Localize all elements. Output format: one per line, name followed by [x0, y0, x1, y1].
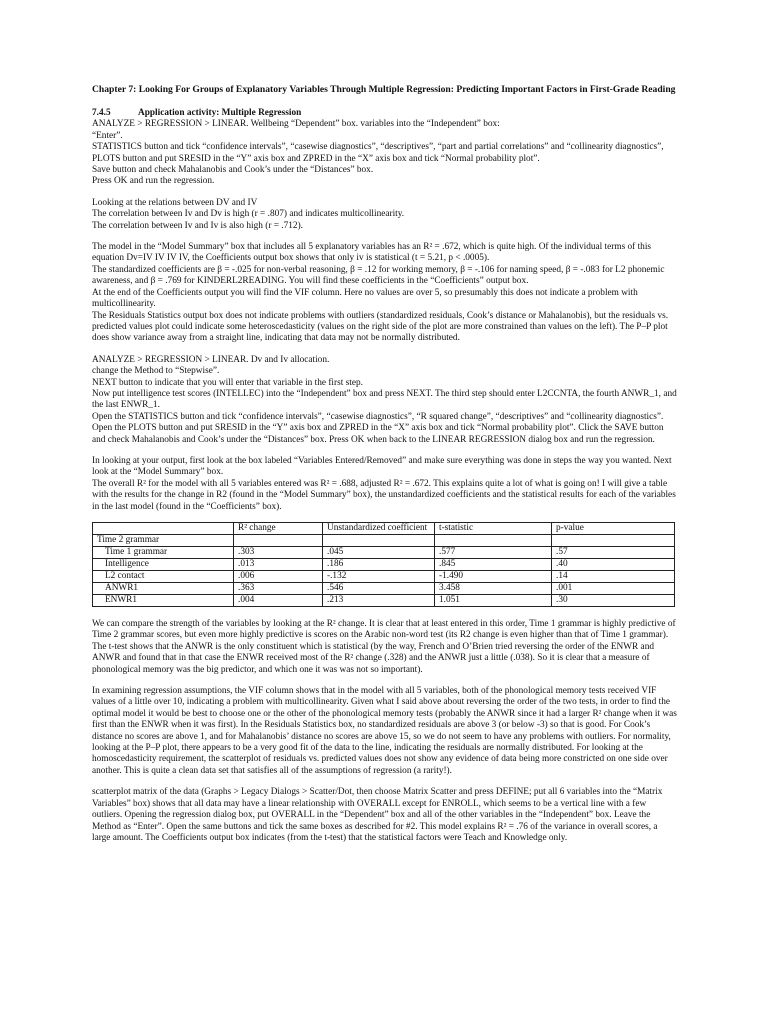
table-cell: .14 [552, 571, 675, 583]
paragraph: The standardized coefficients are β = -.025 for non-verbal reasoning, β = .12 for working memory, β = -.106 for naming speed, β = -.083 for L2 phonemic awareness, and β = .769 for KINDERL2READING. You will find these coefficients in the “Coefficients” output box. [92, 264, 665, 287]
paragraph: Save button and check Mahalanobis and Cook’s under the “Distances” box. [92, 165, 374, 176]
table-cell: .013 [234, 559, 323, 571]
table-cell [435, 535, 552, 547]
paragraph: Now put intelligence test scores (INTELLEC) into the “Independent” box and press NEXT. The third step should enter L2CCNTA, the fourth ANWR_1, and the last ENWR_1. [92, 388, 677, 411]
paragraph: “Enter”. [92, 130, 123, 141]
table-cell [323, 535, 435, 547]
table-cell: .30 [552, 595, 675, 607]
table-row [93, 559, 675, 571]
paragraph: Open the STATISTICS button and tick “confidence intervals”, “casewise diagnostics”, “R squared change”, “descriptives” and “collinearity diagnostics”. Open the PLOTS button and put SRESID in the “Y” axis box and ZPRED in the “X” axis box and tick “Normal probability plot”. Click the SAVE button and check Mahalanobis and Cook’s under the “Distances” box. Press OK when back to the LINEAR REGRESSION dialog box and run the regression. [92, 411, 664, 445]
paragraph: The Residuals Statistics output box does not indicate problems with outliers (standardized residuals, Cook’s distance or Mahalanobis), but the residuals vs. predicted values plot could indicate some heteroscedasticity (values on the right side of the plot are more constrained than values on the left). The P–P plot does show variance away from a straight line, indicating that data may not be normally distributed. [92, 310, 669, 344]
table-row-label: ENWR1 [93, 595, 234, 607]
paragraph: ANALYZE > REGRESSION > LINEAR. Dv and Iv allocation. [92, 354, 330, 365]
paragraph: We can compare the strength of the variables by looking at the R² change. It is clear that at least entered in this order, Time 1 grammar is highly predictive of Time 2 grammar scores, but even more highly predictive is scores on the Arabic non-word test (its R2 change is even higher than that of Time 1 grammar). The t-test shows that the ANWR is the only constituent which is statistical (by the way, French and O’Brien tried reversing the order of the ENWR and ANWR and found that in that case the ENWR received most of the R² change (.328) and the ANWR just a little (.038). So it is clear that a measure of phonological memory was the big predictor, and which one it was was not so important). [92, 619, 676, 675]
table-cell: -.132 [323, 571, 435, 583]
table-cell: -1.490 [435, 571, 552, 583]
paragraph: Looking at the relations between DV and IV [92, 197, 258, 208]
table-cell: .40 [552, 559, 675, 571]
table-row [93, 535, 675, 547]
table-cell: .186 [323, 559, 435, 571]
table-cell: .845 [435, 559, 552, 571]
paragraph: In examining regression assumptions, the VIF column shows that in the model with all 5 variables, both of the phonological memory tests received VIF values of a little over 10, indicating a problem with multicollinearity. Given what I said above about reversing the order of the two tests, in order to find the optimal model it would be best to choose one or the other of the phonological memory tests (probably the ANWR since it had a larger R² change when it was first than the ENWR when it was first). In the Residuals Statistics box, no standardized residuals are above 3 (or below -3) so that is good. For Cook’s distance no scores are above 1, and for Mahalanobis’ distance no scores are above 15, so we do not seem to have any problems with outliers. For normality, looking at the P–P plot, there appears to be a very good fit of the data to the line, indicating the residuals are normally distributed. For looking at the homoscedasticity requirement, the scatterplot of residuals vs. predicted values does not show any evidence of data being more constricted on one side over another. This is quite a clean data set that satisfies all of the assumptions of regression (a rarity!). [92, 686, 677, 776]
table-cell: .577 [435, 547, 552, 559]
paragraph: PLOTS button and put SRESID in the “Y” axis box and ZPRED in the “X” axis box and tick “Normal probability plot”. [92, 153, 540, 164]
paragraph: change the Method to “Stepwise”. [92, 366, 220, 377]
table-cell: .303 [234, 547, 323, 559]
section-number: 7.4.5 [92, 108, 111, 118]
paragraph: Press OK and run the regression. [92, 176, 215, 187]
chapter-title: Chapter 7: Looking For Groups of Explanatory Variables Through Multiple Regression: Predicting Important Factors in First-Grade Reading [92, 84, 676, 95]
table-header-cell [93, 523, 234, 535]
paragraph: The correlation between Iv and Dv is high (r = .807) and indicates multicollinearity. [92, 209, 405, 220]
table-cell: .57 [552, 547, 675, 559]
paragraph: scatterplot matrix of the data (Graphs > Legacy Dialogs > Scatter/Dot, then choose Matrix Scatter and press DEFINE; put all 6 variables into the “Matrix Variables” box) shows that all data may have a linear relationship with OVERALL except for ENROLL, which seems to be a vertical line with a few outliers. Opening the regression dialog box, put OVERALL in the “Dependent” box and all of the other variables in the “Independent” box. Leave the Method as “Enter”. Open the same buttons and tick the same boxes as described for #2. This model explains R² = .76 of the variance in overall scores, a large amount. The Coefficients output box indicates (from the t-test) that the statistical factors were Teach and Knowledge only. [92, 787, 663, 843]
table-cell: .004 [234, 595, 323, 607]
table-header-cell: t-statistic [435, 523, 552, 535]
table-cell: .546 [323, 583, 435, 595]
table-row-label: L2 contact [93, 571, 234, 583]
table-cell: .213 [323, 595, 435, 607]
table-row [93, 547, 675, 559]
table-cell: 1.051 [435, 595, 552, 607]
table-cell [552, 535, 675, 547]
table-row-label: Time 1 grammar [93, 547, 234, 559]
paragraph: STATISTICS button and tick “confidence intervals”, “casewise diagnostics”, “descriptives”, “part and partial correlations” and “collinearity diagnostics”, [92, 142, 664, 153]
table-header-cell: R² change [234, 523, 323, 535]
table-header-row [93, 523, 675, 535]
table-cell: 3.458 [435, 583, 552, 595]
paragraph: NEXT button to indicate that you will enter that variable in the first step. [92, 377, 363, 388]
paragraph: The model in the “Model Summary” box that includes all 5 explanatory variables has an R² = .672, which is quite high. Of the individual terms of this equation Dv=IV IV IV IV, the Coefficients output box shows that only iv is statistical (t = 5.21, p < .0005). [92, 242, 652, 264]
table-row [93, 571, 675, 583]
table-row [93, 595, 675, 607]
table-header-cell: p-value [552, 523, 675, 535]
table-row [93, 583, 675, 595]
paragraph: The correlation between Iv and Iv is also high (r = .712). [92, 220, 304, 231]
table-header-cell: Unstandardized coefficient [323, 523, 435, 535]
paragraph: The overall R² for the model with all 5 variables entered was R² = .688, adjusted R² = .672. This explains quite a lot of what is going on! I will give a table with the results for the change in R2 (found in the “Model Summary” box), the unstandardized coefficients and the statistical results for each of the variables in the last model (found in the “Coefficients” box). [92, 478, 676, 512]
table-group-label: Time 2 grammar [93, 535, 234, 547]
table-cell: .363 [234, 583, 323, 595]
paragraph: At the end of the Coefficients output you will find the VIF column. Here no values are over 5, so presumably this does not indicate a problem with multicollinearity. [92, 287, 638, 310]
table-row-label: ANWR1 [93, 583, 234, 595]
table-cell: .006 [234, 571, 323, 583]
table-row-label: Intelligence [93, 559, 234, 571]
table-cell: .001 [552, 583, 675, 595]
section-heading [92, 108, 678, 119]
results-table [92, 522, 675, 607]
table-cell [234, 535, 323, 547]
section-title: Application activity: Multiple Regression [138, 108, 302, 118]
paragraph: ANALYZE > REGRESSION > LINEAR. Wellbeing “Dependent” box. variables into the “Independent” box: [92, 119, 500, 130]
table-cell: .045 [323, 547, 435, 559]
paragraph: In looking at your output, first look at the box labeled “Variables Entered/Removed” and make sure everything was done in steps the way you wanted. Next look at the “Model Summary” box. [92, 455, 672, 478]
